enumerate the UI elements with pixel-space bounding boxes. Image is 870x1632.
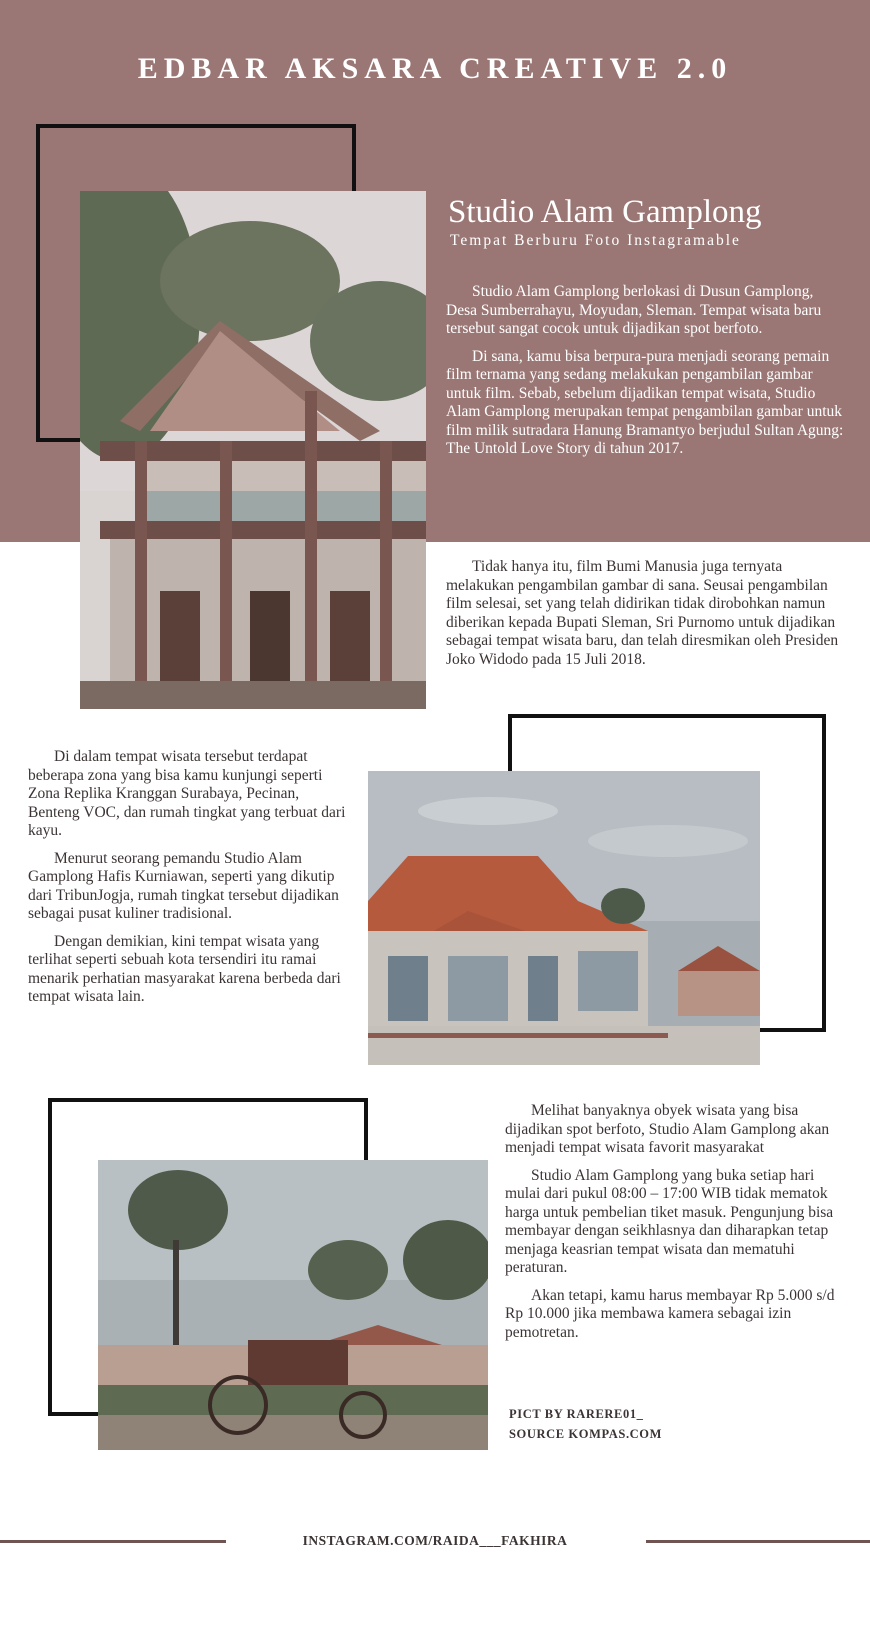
paragraph: Menurut seorang pemandu Studio Alam Gamplong Hafis Kurniawan, seperti yang dikutip dari TribunJogja, rumah tingkat tersebut dijadikan sebagai pusat kuliner tradisional. [28,849,339,922]
instagram-handle: INSTAGRAM.COM/RAIDA___FAKHIRA [302,1533,568,1548]
paragraph: Tidak hanya itu, film Bumi Manusia juga ternyata melakukan pengambilan gambar di sana. Seusai pengambilan film selesai, set yang telah didirikan tidak dirobohkan namun diberikan kepada Bupati Sleman, Sri Purnomo untuk dijadikan sebagai tempat wisata baru, dan telah diresmikan oleh Presiden Joko Widodo pada 15 Juli 2018. [446,558,839,668]
house-photo [80,191,426,709]
paragraph: Melihat banyaknya obyek wisata yang bisa dijadikan spot berfoto, Studio Alam Gamplong akan menjadi tempat wisata favorit masyarakat [505,1102,830,1156]
paragraph: Studio Alam Gamplong berlokasi di Dusun Gamplong, Desa Sumberrahayu, Moyudan, Sleman. Tempat wisata baru tersebut sangat cocok untuk dijadikan spot berfoto. [446,283,822,337]
history-text [446,558,846,678]
article-subtitle: Tempat Berburu Foto Instagramable [450,232,741,249]
article-title: Studio Alam Gamplong [448,194,762,230]
paragraph: Dengan demikian, kini tempat wisata yang terlihat seperti sebuah kota tersendiri itu ramai menarik perhatian masyarakat karena berbeda dari tempat wisata lain. [28,932,341,1005]
building-photo [368,771,760,1065]
carriage-photo [98,1160,488,1450]
photo-credits [509,1404,662,1444]
pict-credit: PICT BY RARERE01_ [509,1407,644,1421]
zones-text [28,748,346,1016]
source-credit: SOURCE KOMPAS.COM [509,1427,663,1441]
paragraph: Di dalam tempat wisata tersebut terdapat beberapa zona yang bisa kamu kunjungi seperti Zona Replika Kranggan Surabaya, Pecinan, Benteng VOC, dan rumah tingkat yang terbuat dari kayu. [28,748,346,839]
paragraph: Di sana, kamu bisa berpura-pura menjadi seorang pemain film ternama yang sedang melakukan pengambilan gambar untuk film. Sebab, sebelum dijadikan tempat wisata, Studio Alam Gamplong merupakan tempat pengambilan gambar untuk film milik sutradara Hanung Bramantyo berjudul Sultan Agung: The Untold Love Story di tahun 2017. [446,347,844,457]
paragraph: Studio Alam Gamplong yang buka setiap hari mulai dari pukul 08:00 – 17:00 WIB tidak mematok harga untuk pembelian tiket masuk. Pengunjung bisa membayar dengan seikhlasnya dan diharapkan tetap menjaga keasrian tempat wisata dan mematuhi peraturan. [505,1166,834,1276]
page-title: EDBAR AKSARA CREATIVE 2.0 [137,52,733,85]
closing-text [505,1102,843,1351]
paragraph: Akan tetapi, kamu harus membayar Rp 5.000 s/d Rp 10.000 jika membawa kamera sebagai izin pemotretan. [505,1286,835,1341]
intro-text [446,283,846,468]
